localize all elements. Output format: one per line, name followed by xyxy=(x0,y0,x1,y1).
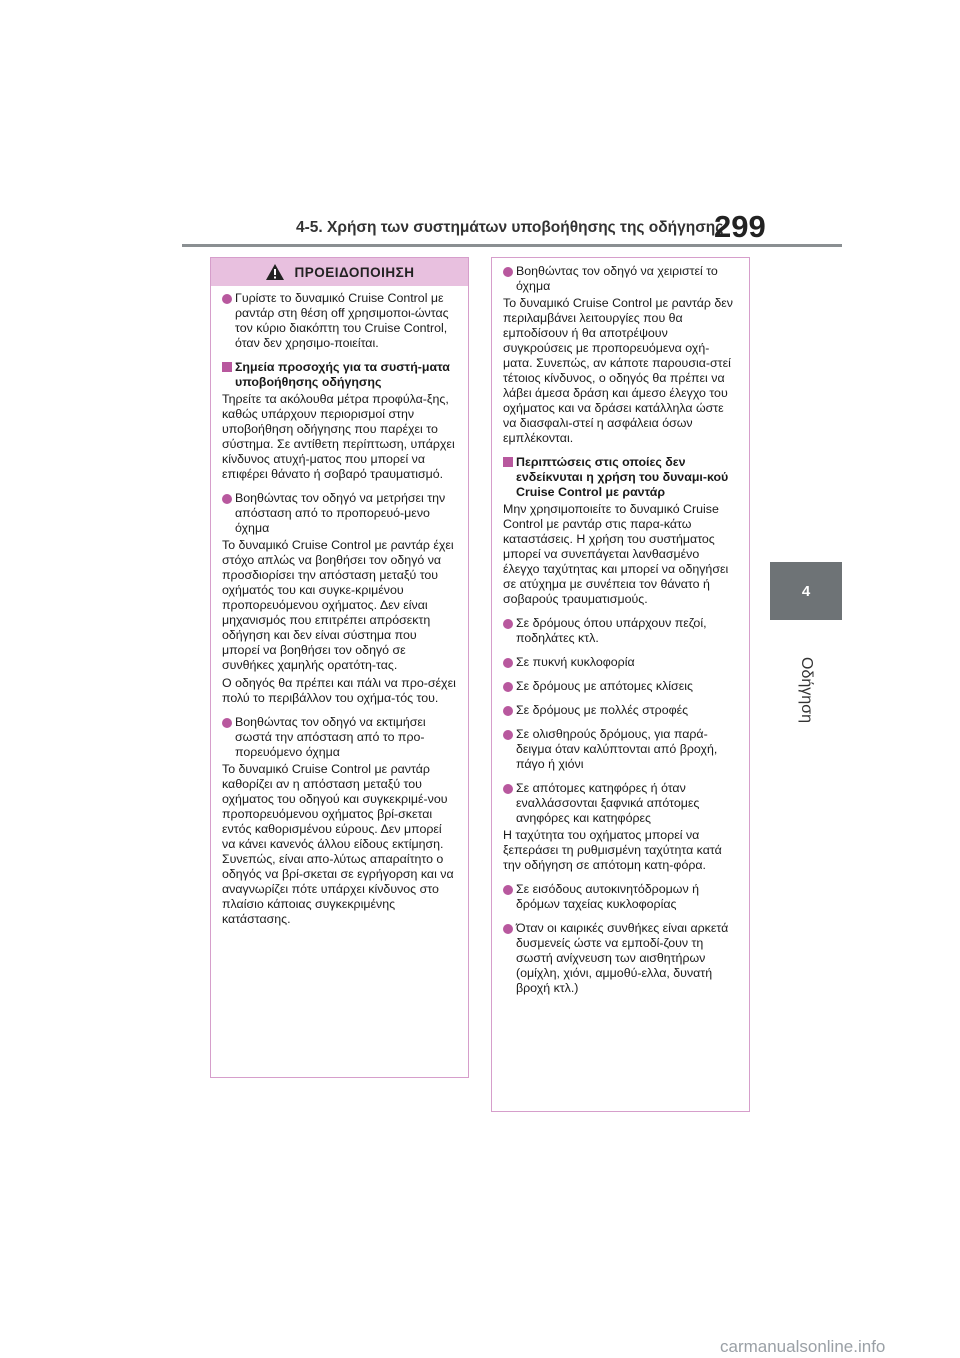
paragraph: Το δυναμικό Cruise Control με ραντάρ έχει στόχο απλώς να βοηθήσει τον οδηγό να προσδιορίσει την απόσταση μεταξύ του οχήματός του και συγκε-κριμένου προπορευόμενου οχήματος. Δεν είναι μηχανισμός που επιτρέπει απρόσεκτη οδήγηση και δεν είναι σύστημα που μπορεί να βοηθήσει τον οδηγό σε συνθήκες χαμηλής ορατότη-τας. xyxy=(222,538,454,672)
section-heading: Σημεία προσοχής για τα συστή-ματα υποβοήθησης οδήγησης xyxy=(222,360,457,390)
section-title: 4-5. Χρήση των συστημάτων υποβοήθησης της οδήγησης xyxy=(296,219,724,236)
watermark: carmanualsonline.info xyxy=(720,1337,886,1356)
list-item: Γυρίστε το δυναμικό Cruise Control με ραντάρ στη θέση off χρησιμοποι-ώντας τον κύριο διακόπτη του Cruise Control, όταν δεν χρησιμο-ποιείται. xyxy=(222,291,457,351)
warning-header xyxy=(211,258,468,286)
chapter-tab xyxy=(770,562,842,620)
warning-box-left xyxy=(210,257,469,1078)
header-divider xyxy=(182,244,842,247)
list-item: Σε απότομες κατηφόρες ή όταν εναλλάσσονται ξαφνικά απότομες ανηφόρες και κατηφόρες xyxy=(503,781,738,826)
warning-box-right xyxy=(491,257,750,1112)
paragraph: Το δυναμικό Cruise Control με ραντάρ δεν περιλαμβάνει λειτουργίες που θα εμποδίσουν ή θα αποτρέψουν συγκρούσεις με προπορευόμενα οχή-ματα. Συνεπώς, αν κάποτε παρουσια-στεί τέτοιος κίνδυνος, ο οδηγός θα πρέπει να λάβει άμεσα δράση και άμεσο έλεγχο του οχήματος και να δράσει κατάλληλα ώστε να διασφαλι-στεί η ασφάλεια όσων εμπλέκονται. xyxy=(503,296,733,445)
list-item: Σε δρόμους με πολλές στροφές xyxy=(503,703,738,718)
paragraph: Τηρείτε τα ακόλουθα μέτρα προφύλα-ξης, καθώς υπάρχουν περιορισμοί στην υποβοήθηση οδήγησης που παρέχει το σύστημα. Σε αντίθετη περίπτωση, υπάρχει κίνδυνος ατυχή-ματος που μπορεί να επιφέρει θάνατο ή σοβαρό τραυματισμό. xyxy=(222,392,455,481)
list-item: Βοηθώντας τον οδηγό να μετρήσει την απόσταση από το προπορευό-μενο όχημα xyxy=(222,491,457,536)
section-heading: Περιπτώσεις στις οποίες δεν ενδείκνυται η χρήση του δυναμι-κού Cruise Control με ραντάρ xyxy=(503,455,738,500)
paragraph: Η ταχύτητα του οχήματος μπορεί να ξεπεράσει τη ρυθμισμένη ταχύτητα κατά την οδήγηση σε απότομη κατη-φόρα. xyxy=(503,828,722,872)
list-item: Όταν οι καιρικές συνθήκες είναι αρκετά δυσμενείς ώστε να εμποδί-ζουν τη σωστή ανίχνευση των αισθητήρων (ομίχλη, χιόνι, αμμοθύ-ελλα, δυνατή βροχή κτλ.) xyxy=(503,921,738,996)
chapter-number: 4 xyxy=(801,582,811,600)
warning-triangle-icon xyxy=(265,263,285,281)
warning-title: ΠΡΟΕΙΔΟΠΟΙΗΣΗ xyxy=(294,264,415,280)
list-item: Σε εισόδους αυτοκινητόδρομων ή δρόμων ταχείας κυκλοφορίας xyxy=(503,882,738,912)
list-item: Σε ολισθηρούς δρόμους, για παρά-δειγμα όταν καλύπτονται από βροχή, πάγο ή χιόνι xyxy=(503,727,738,772)
list-item: Σε δρόμους όπου υπάρχουν πεζοί, ποδηλάτες κτλ. xyxy=(503,616,738,646)
list-item: Βοηθώντας τον οδηγό να χειριστεί το όχημα xyxy=(503,264,738,294)
paragraph: Το δυναμικό Cruise Control με ραντάρ καθορίζει αν η απόσταση μεταξύ του οχήματος του οδηγού και συγκεκριμέ-νου προπορευόμενου οχήματος βρί-σκεται εντός καθορισμένου εύρους. Δεν μπορεί να κάνει κανενός άλλου είδους εκτίμηση. Συνεπώς, είναι απο-λύτως απαραίτητο ο οδηγός να βρί-σκεται σε εγρήγορση και να αναγνωρίζει πότε υπάρχει κίνδυνος στο πλαίσιο κάποιας συγκεκριμένης κατάστασης. xyxy=(222,762,454,926)
page-number: 299 xyxy=(714,209,766,244)
paragraph: Μην χρησιμοποιείτε το δυναμικό Cruise Control με ραντάρ στις παρα-κάτω καταστάσεις. Η χρήση του συστήματος μπορεί να συνεπάγεται λανθασμένο έλεγχο ταχύτητας και μπορεί να οδηγήσει σε ατύχημα με συνέπεια τον θάνατο ή σοβαρούς τραυματισμούς. xyxy=(503,502,729,606)
list-item: Σε δρόμους με απότομες κλίσεις xyxy=(503,679,738,694)
list-item: Σε πυκνή κυκλοφορία xyxy=(503,655,738,670)
paragraph: Ο οδηγός θα πρέπει και πάλι να προ-σέχει πολύ το περιβάλλον του οχήμα-τός του. xyxy=(222,676,456,705)
chapter-label: Οδήγηση xyxy=(798,657,815,723)
list-item: Βοηθώντας τον οδηγό να εκτιμήσει σωστά την απόσταση από το προ-πορευόμενο όχημα xyxy=(222,715,457,760)
